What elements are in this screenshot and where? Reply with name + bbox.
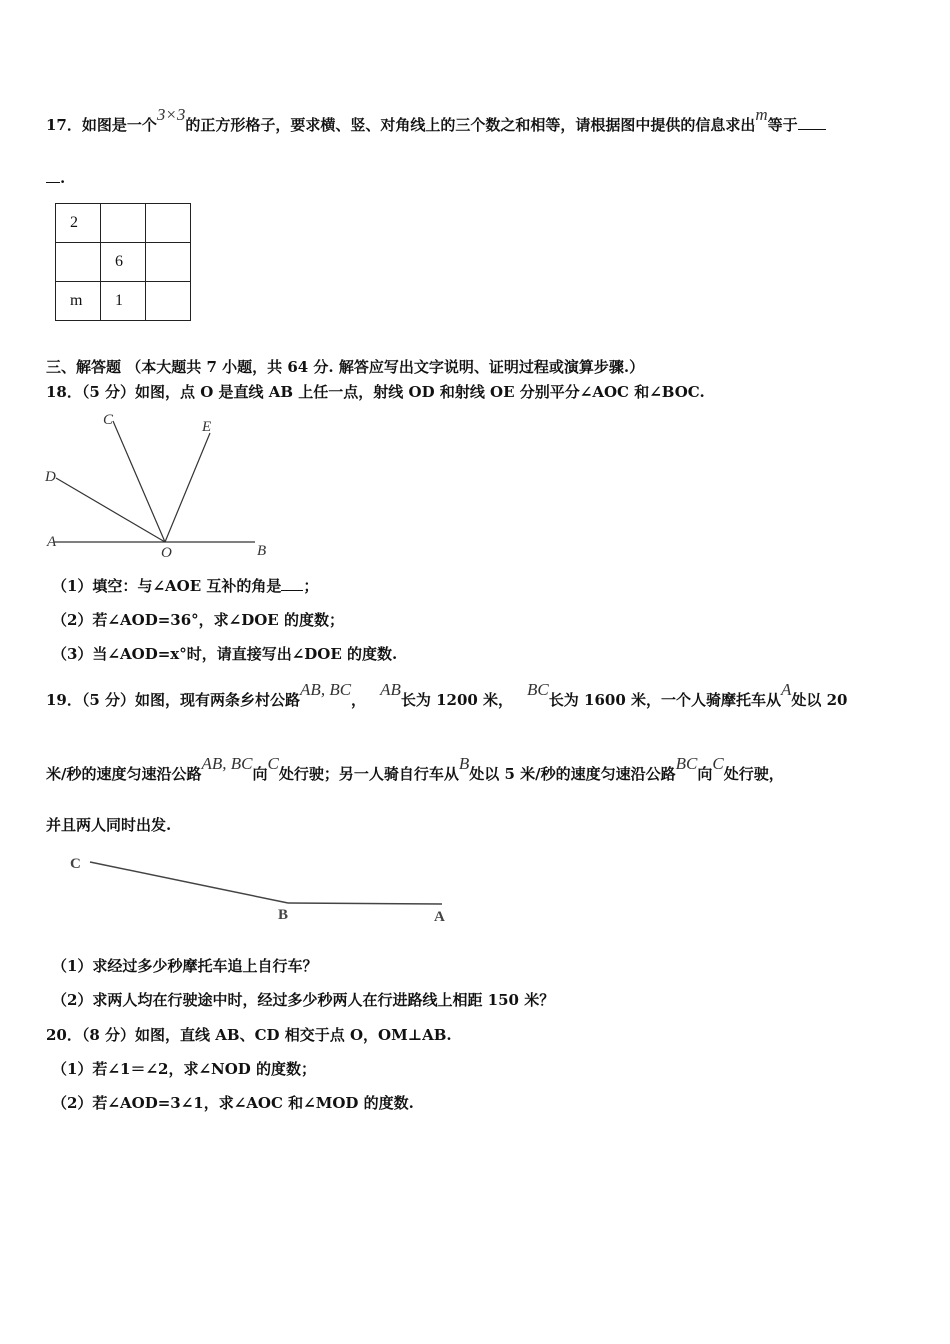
q19-part1: （1）求经过多少秒摩托车追上自行车？ [52,957,318,975]
q19-text: 处以 5 米/秒的速度匀速沿公路 [469,765,676,783]
grid-row [56,204,191,243]
grid-cell [146,243,191,282]
q19-math: C [712,754,724,773]
q20-stem: 20．（8 分）如图，直线 AB、CD 相交于点 O，OM⊥AB. [46,1026,452,1044]
q17-magic-square-grid [55,203,191,321]
q19-text: 19．（5 分）如图，现有两条乡村公路 [46,691,301,709]
q18-p1-text: （1）填空：与∠AOE 互补的角是 [52,577,282,595]
q17-prefix: 17．如图是一个 [46,116,157,134]
ray-oe [165,433,210,542]
q17-answer-blank-cont [46,168,60,183]
q19-line1 [46,680,848,710]
q18-part3: （3）当∠AOD=x°时，请直接写出∠DOE 的度数. [52,645,398,663]
q18-stem: 18．（5 分）如图，点 O 是直线 AB 上任一点，射线 OD 和射线 OE 分别平分∠AOC 和∠BOC. [46,383,705,401]
q17-line1 [46,105,826,135]
q17-answer-blank [798,115,826,130]
q19-text: 米/秒的速度匀速沿公路 [46,765,202,783]
section3-heading: 三、解答题 （本大题共 7 小题，共 64 分. 解答应写出文字说明、证明过程或演算步骤.） [46,358,645,376]
q19-math: AB, BC [300,680,352,699]
q17-math-m: m [755,105,768,124]
q19-math: C [267,754,279,773]
q19-math: AB, BC [201,754,253,773]
label-o: O [161,545,172,561]
q19-text: 处行驶， [723,765,784,783]
q19-text: 长为 1600 米，一个人骑摩托车从 [548,691,781,709]
q20-part1: （1）若∠1＝∠2，求∠NOD 的度数； [52,1060,317,1078]
q18-part2: （2）若∠AOD=36°，求∠DOE 的度数； [52,611,344,629]
grid-cell: 2 [56,204,101,243]
label-b: B [257,543,267,559]
label-a: A [47,534,57,550]
q17-suffix: 等于 [767,116,798,134]
label-c: C [103,412,114,428]
q19-road-figure [60,848,460,928]
q19-math: BC [675,754,698,773]
q19-math: A [780,680,792,699]
q19-line3: 并且两人同时出发. [46,816,172,834]
q19-text: 向 [697,765,713,783]
label-e: E [202,419,212,435]
grid-cell [101,204,146,243]
label-b: B [278,907,289,923]
road-bc [90,862,288,903]
q19-math: BC [527,680,549,699]
road-ab [288,903,442,904]
grid-cell: 6 [101,243,146,282]
q18-p1-end: ； [303,577,319,595]
q19-text: 长为 1200 米， [400,691,514,709]
q17-line2-end: . [60,169,66,187]
q18-p1-blank [281,576,303,591]
q19-text: 向 [252,765,268,783]
q19-math: AB [380,680,401,699]
q19-line2 [46,754,784,784]
label-d: D [45,469,56,485]
label-a: A [434,909,445,925]
q17-line2 [46,168,65,188]
ray-oc [113,421,165,542]
ray-od [56,478,165,542]
grid-cell [146,282,191,321]
grid-cell: m [56,282,101,321]
grid-cell: 1 [101,282,146,321]
grid-cell [146,204,191,243]
grid-row [56,243,191,282]
q19-text: 处以 20 [791,691,848,709]
q19-text: ， [351,691,367,709]
q19-text: 处行驶；另一人骑自行车从 [278,765,459,783]
q17-math-size: 3×3 [156,105,186,124]
grid-cell [56,243,101,282]
q19-part2: （2）求两人均在行驶途中时，经过多少秒两人在行进路线上相距 150 米？ [52,991,555,1009]
q19-math: B [458,754,470,773]
label-c: C [70,856,81,872]
q17-middle: 的正方形格子，要求横、竖、对角线上的三个数之和相等，请根据图中提供的信息求出 [185,116,756,134]
q18-figure [40,405,280,565]
q20-part2: （2）若∠AOD=3∠1，求∠AOC 和∠MOD 的度数. [52,1094,414,1112]
q18-part1 [52,576,318,596]
grid-row [56,282,191,321]
